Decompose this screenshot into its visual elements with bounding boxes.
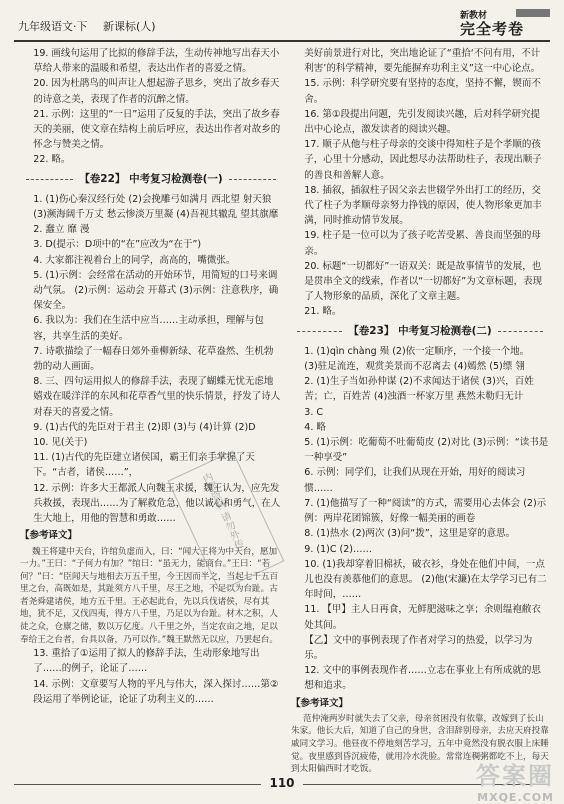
answer-item: 20. 因为杜鹃鸟的叫声让人想起游子思乡，突出了故乡春天的诗意之美，表现了作者的沉醉之情。: [33, 78, 280, 105]
answer-item: 13. 重拾了①运用了拟人的修辞手法，生动形象地写出了……的例子，论证了……: [33, 648, 260, 675]
answer-item: 5. (1)示例：会经常在活动的开始环节，用简短的口号来调动气氛。 (2)示例：运动会 开幕式 (3)示例：注意秩序，确保安全。: [33, 269, 279, 312]
answer-item: 14. 示例：文章要写人物的平凡与伟大，深入探讨……第②段运用了举例论证，论证了功利主义的……: [33, 678, 279, 705]
answer-item: 美好前景进行对比，突出地论证了“重拾‘不问有用，不计利害’的科学精神，要先能摒弃功利主义”这一中心论点。: [304, 48, 541, 75]
header-grade: [18, 18, 168, 34]
answer-item: 【乙】文中的事例表现了作者对学习的热爱，以学习为乐。: [304, 634, 533, 661]
section-23-heading: [291, 324, 549, 339]
answer-item: 22. 略。: [33, 154, 71, 166]
right-column: [291, 46, 549, 775]
header-rule: [14, 40, 550, 42]
answer-item: 6. 示例：同学们，让我们从现在开始，用好的阅读习惯……: [304, 467, 526, 494]
answer-item: 6. 我以为：我们在生活中应当……主动承担，理解与包容，共享生活的美好。: [33, 315, 264, 342]
answer-item: 20. 标题“一切都好”一语双关：既是故事情节的发展，也是贯串全文的线索，作者以“一切都好”为文章标题，表现了人物形象的品质，深化了文章主题。: [304, 260, 543, 303]
grade-label: 九年级语文·下: [18, 20, 88, 33]
answer-item: 10. (1)我却穿着旧棉袄，破衣衫，身处在他们中间，一点儿也没有羡慕他们的意思。 (2)他(宋濂)在太学学习已有二年时间，……: [304, 558, 547, 601]
section-22-heading: [20, 172, 282, 187]
reference-translation-label: 【参考译文】: [291, 697, 349, 709]
reference-translation-label: 【参考译文】: [20, 530, 78, 542]
answer-item: 2. 蠢立 靡 漫: [33, 224, 90, 236]
answer-item: 21. 略。: [304, 306, 342, 318]
answer-item: 19. 柱子是一位可以为了孩子吃苦受累、善良而坚强的母亲。: [304, 230, 541, 257]
reference-translation: 魏王将建中天台，许绾负虚而入，曰：“闻大王将为中天台，愿加一力。”王曰：“子何力有加？”绾曰：“虽无力，能商台。”王曰：“若何？”曰：“臣闻天与地相去万五千里，今王因而半之，当起七千五百里之台，高既如是，其趾须方八千里，尽王之地，不足以为台趾。古者尧舜建诸侯，地方五千里。王必起此台，先以兵伐诸侯，尽有其地，犹不足，又伐四夷，得方八千里，乃足以为台趾。材木之积，人徒之众，仓廪之储，数以万亿度。八千里之外，当定农亩之地，足以奉给王之台者，台具以备，乃可以作。”魏王默然无以应，乃罢起台。: [20, 546, 279, 645]
answer-item: 2. (1)生子当如孙仲谋 (2)不求闻达于诸侯 (3)兴，百姓苦；亡，百姓苦 (4)浊酒一杯家万里 燕然未勒归无计: [304, 376, 534, 403]
answer-item: 9. (1)C (2)……: [304, 543, 372, 555]
answer-item: 21. 示例：这里的“一日”运用了反复的手法，突出了故乡春天的美丽，使文章在结构上前后呼应，表达出作者对故乡的怀念与赞美之情。: [33, 108, 281, 151]
page-header: [14, 8, 550, 36]
section-22-title: 【卷22】 中考复习检测卷(一): [79, 172, 223, 185]
answer-item: 5. (1)示例：吃葡萄不吐葡萄皮 (2)对比 (3)示例：“读书是一种享受”: [304, 437, 549, 464]
answer-item: 11. (1)古代的先臣建立诸侯国，霸王们亲手掌握了天下。“古者，诸侯……”，: [33, 452, 255, 479]
answer-item: 18. 插叙，插叙柱子因父亲去世辍学外出打工的经历，交代了柱子为孝顺母亲努力挣钱的原因，使人物形象更加丰满，同时推动情节发展。: [304, 184, 542, 227]
logo-small-text: 新教材: [460, 11, 488, 21]
answer-item: 12. 示例：许多大王都派人向魏王求援，魏王认为，应先发兵救援，表现出……为了解救危急，他以诚心和勇气，在人生大地上，用他的智慧和勇敢……: [33, 482, 281, 525]
answer-item: 7. (1)他描写了一种“阅读”的方式，需要用心去体会 (2)示例：两岸花团锦簇，好像一幅美丽的画卷: [304, 497, 547, 525]
answer-item: 17. 顺子从他与柱子母亲的交谈中得知柱子是个孝顺的孩子，心里十分感动，因此想尽办法帮助柱子，表现出顺子的善良和善解人意。: [304, 139, 542, 181]
answer-item: 1. (1)qìn chàng 殒 (2)依一定顺序，一个接一个地。: [304, 345, 530, 357]
page-number: 110: [261, 776, 302, 790]
stamp-text: 内部资料 请勿外传: [199, 471, 245, 552]
answer-item: 15. 示例：科学研究要有坚持的态度，坚持不懈，锲而不舍。: [304, 78, 541, 105]
answer-item: 10. 见(关于): [33, 437, 88, 449]
answer-item: 8. 三、四句运用拟人的修辞手法，表现了蝴蝶无忧无虑地嬉戏在暖洋洋的东风和花草香气里的快乐情景，抒发了诗人对春天的喜爱之情。: [33, 376, 281, 418]
logo-badge-icon: [516, 9, 550, 17]
answer-item: 16. 第①段提出问题，先引发阅读兴趣，后对科学研究提出中心论点，激发读者的阅读兴趣。: [304, 108, 540, 136]
answer-item: 4. 略: [304, 421, 326, 433]
edition-label: 新课标(人): [103, 20, 156, 33]
answer-item: 11. 【甲】主人日再食，无鲜肥滋味之享；余则缊袍敝衣处其间。: [304, 604, 541, 631]
site-watermark: [476, 756, 554, 804]
answer-item: 9. (1)古代的先臣对于君主 (2)即 (3)与 (4)计算 (2)D: [33, 421, 256, 433]
section-23-title: 【卷23】 中考复习检测卷(二): [348, 324, 492, 337]
watermark-big: 答案圈: [476, 762, 554, 790]
watermark-small: MXQE.COM: [477, 791, 554, 804]
answer-item: 8. (1)热水 (2)两次 (3)问“拨”，这里是穿的意思。: [304, 528, 516, 540]
left-column: [20, 46, 282, 764]
answer-item: 4. 大家都注视着台上的同学，高高的，嘴微张。: [33, 254, 236, 266]
reference-translation: 范仲淹两岁时就失去了父亲，母亲贫困没有依靠，改嫁到了长山朱家。他长大后，知道了自己的身世，含泪辞别母亲，去应天府投靠戚同文学习。他昼夜不停地刻苦学习，五年中竟然没有脱衣服上床睡觉。夜里感到昏沉疲倦，就用冷水洗脸。常常连稠粥都吃不上，每天到太阳偏西时才吃饭。: [291, 713, 549, 775]
answer-item: 7. 诗歌描绘了一幅春日郊外垂柳新绿、花草盎然、生机勃勃的动人画面。: [33, 345, 274, 373]
answer-item: (3)驻足流连，观赏美景而不忍离去 (4)嫣然 (5)缥 翎: [304, 361, 525, 373]
answer-item: 3. D(提示：D项中的“在”应改为“在于”): [33, 239, 202, 251]
answer-item: 3. C: [304, 406, 324, 418]
brand-logo: [460, 8, 550, 36]
logo-big-text: 完全考卷: [460, 20, 525, 38]
answer-item: 12. 文中的事例表现作者……立志在事业上有所成就的思想和追求。: [304, 665, 541, 692]
answer-item: 1. (1)伤心秦汉经行处 (2)会挽雕弓如满月 西北望 射天狼 (3)濒海阔千万丈 愁云惨淡万里凝 (4)吾视其辙乱 望其旗靡: [33, 193, 279, 221]
answer-item: 19. 画线句运用了比拟的修辞手法，生动传神地写出春天小草给人带来的温暖和希望，表达出作者的喜爱之情。: [33, 48, 280, 75]
